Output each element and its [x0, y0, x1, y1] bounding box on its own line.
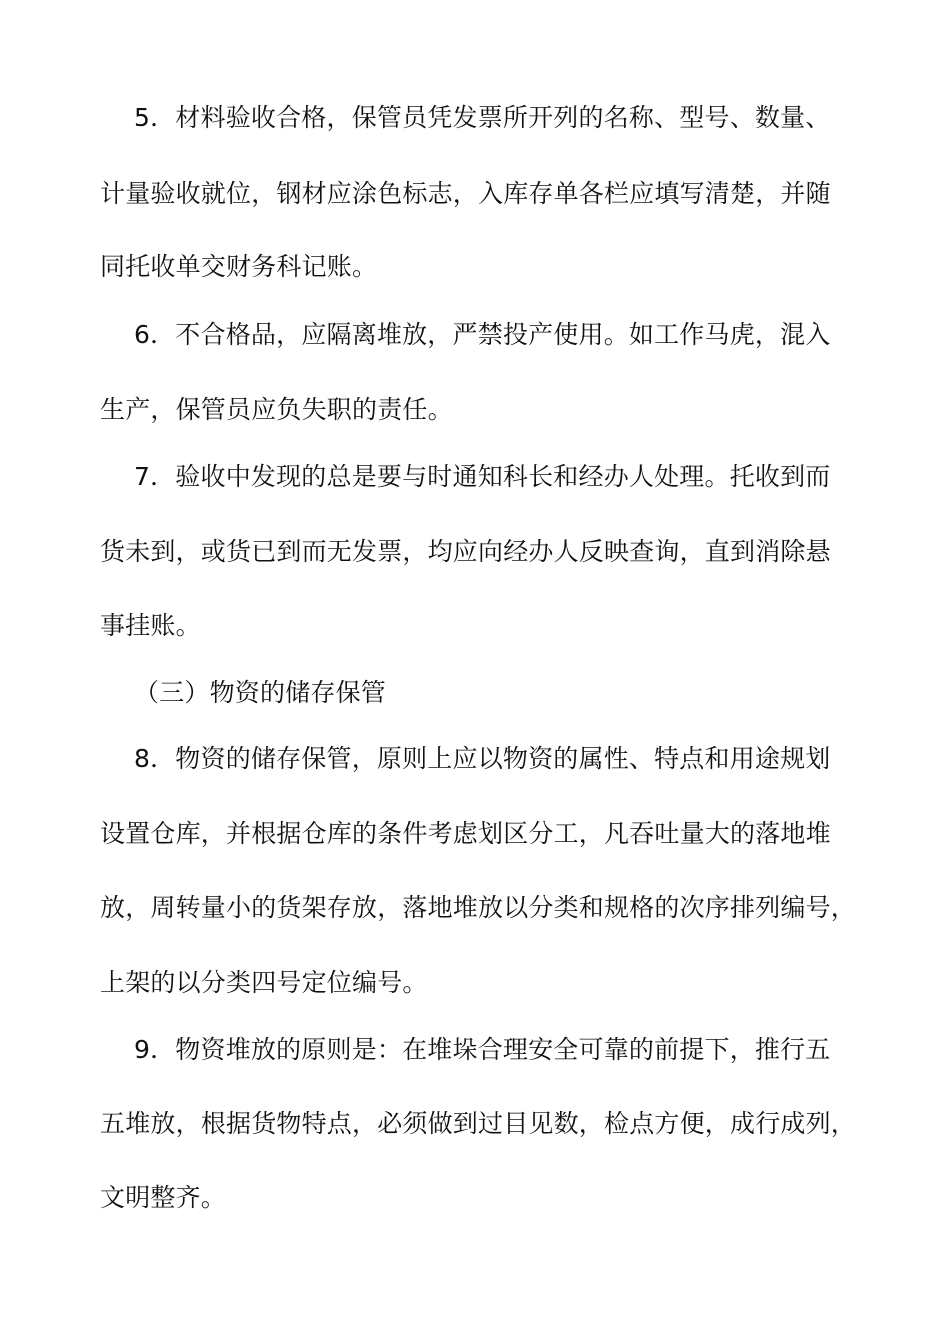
paragraph-9-line-3: 文明整齐。	[100, 1183, 227, 1212]
paragraph-9-line-2: 五堆放，根据货物特点，必须做到过目见数，检点方便，成行成列，	[100, 1109, 857, 1138]
paragraph-5-line-1: 5．材料验收合格，保管员凭发票所开列的名称、型号、数量、	[134, 103, 831, 132]
paragraph-5-line-2: 计量验收就位，钢材应涂色标志，入库存单各栏应填写清楚，并随	[100, 179, 831, 208]
paragraph-8-line-1: 8．物资的储存保管，原则上应以物资的属性、特点和用途规划	[134, 744, 831, 773]
paragraph-7-line-3: 事挂账。	[100, 611, 201, 640]
paragraph-8-line-3: 放，周转量小的货架存放，落地堆放以分类和规格的次序排列编号，	[100, 893, 857, 922]
paragraph-5-line-3: 同托收单交财务科记账。	[100, 252, 378, 281]
section-heading: （三）物资的储存保管	[134, 678, 387, 707]
paragraph-9-line-1: 9．物资堆放的原则是：在堆垛合理安全可靠的前提下，推行五	[134, 1035, 831, 1064]
paragraph-6-line-1: 6．不合格品，应隔离堆放，严禁投产使用。如工作马虎，混入	[134, 320, 831, 349]
paragraph-8-line-4: 上架的以分类四号定位编号。	[100, 968, 428, 997]
paragraph-7-line-1: 7．验收中发现的总是要与时通知科长和经办人处理。托收到而	[134, 462, 831, 491]
paragraph-7-line-2: 货未到，或货已到而无发票，均应向经办人反映查询，直到消除悬	[100, 537, 831, 566]
paragraph-8-line-2: 设置仓库，并根据仓库的条件考虑划区分工，凡吞吐量大的落地堆	[100, 819, 831, 848]
paragraph-6-line-2: 生产，保管员应负失职的责任。	[100, 395, 453, 424]
